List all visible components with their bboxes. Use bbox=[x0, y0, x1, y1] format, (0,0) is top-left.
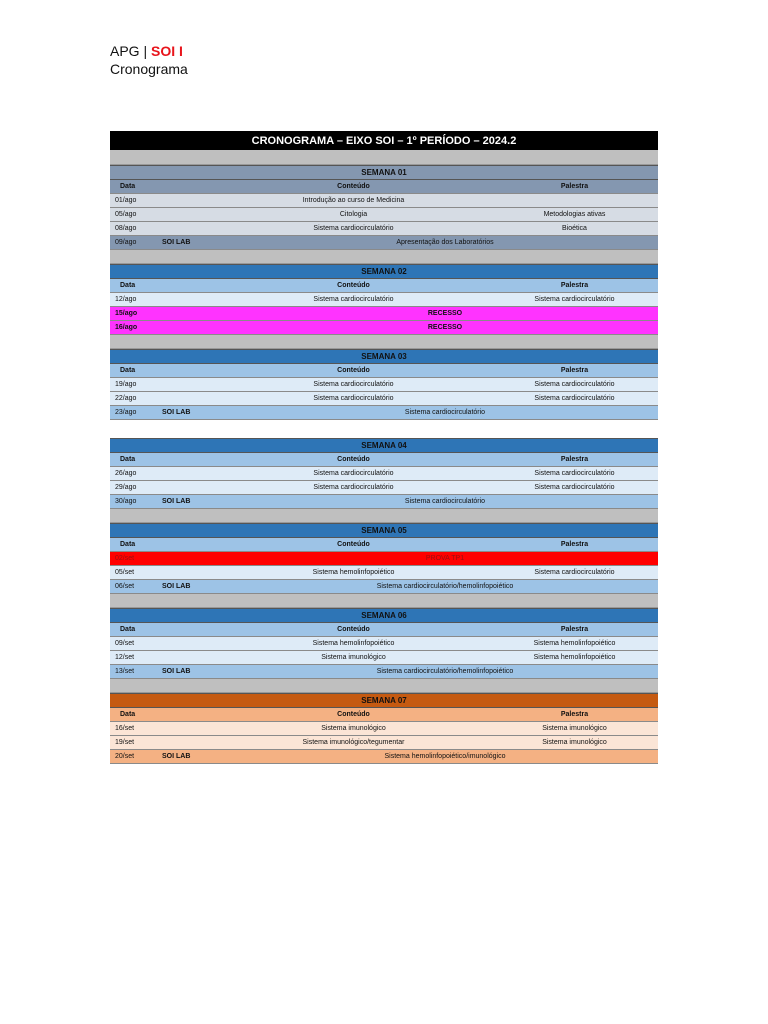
table-row bbox=[110, 208, 658, 222]
row-conteudo: Sistema cardiocirculatório bbox=[313, 225, 394, 232]
col-palestra: Palestra bbox=[560, 367, 589, 374]
table-row bbox=[110, 637, 658, 651]
row-full: Apresentação dos Laboratórios bbox=[396, 239, 494, 246]
week-label: SEMANA 06 bbox=[110, 608, 658, 623]
row-date: 22/ago bbox=[115, 395, 137, 402]
row-conteudo: Sistema cardiocirculatório bbox=[313, 381, 394, 388]
spacer bbox=[110, 150, 658, 165]
row-palestra: Metodologias ativas bbox=[543, 211, 606, 218]
column-headers bbox=[110, 623, 658, 637]
row-conteudo: Sistema cardiocirculatório bbox=[313, 395, 394, 402]
row-date: 09/set bbox=[115, 640, 135, 647]
col-data: Data bbox=[120, 456, 136, 463]
col-data: Data bbox=[120, 626, 136, 633]
table-row bbox=[110, 194, 658, 208]
row-date: 06/set bbox=[115, 583, 135, 590]
week-label: SEMANA 05 bbox=[110, 523, 658, 538]
row-conteudo: Sistema hemolinfopoiético bbox=[312, 640, 395, 647]
spacer bbox=[110, 335, 658, 349]
row-date: 05/set bbox=[115, 569, 135, 576]
spacer bbox=[110, 420, 658, 438]
table-row bbox=[110, 467, 658, 481]
row-lab: SOI LAB bbox=[162, 409, 191, 416]
col-conteudo: Conteúdo bbox=[337, 541, 370, 548]
table-row bbox=[110, 307, 658, 321]
row-full: Sistema hemolinfopoiético/imunológico bbox=[384, 753, 506, 760]
col-palestra: Palestra bbox=[560, 282, 589, 289]
col-conteudo: Conteúdo bbox=[337, 367, 370, 374]
row-lab: SOI LAB bbox=[162, 668, 191, 675]
header-subtitle: Cronograma bbox=[110, 61, 188, 77]
row-full: Sistema cardiocirculatório bbox=[404, 498, 486, 505]
row-full: Sistema cardiocirculatório/hemolinfopoiético bbox=[376, 583, 514, 590]
table-row bbox=[110, 321, 658, 335]
table-row bbox=[110, 406, 658, 420]
row-date: 23/ago bbox=[115, 409, 137, 416]
spacer bbox=[110, 679, 658, 693]
table-row bbox=[110, 392, 658, 406]
table-row bbox=[110, 378, 658, 392]
header-prefix: APG | bbox=[110, 43, 151, 59]
table-row bbox=[110, 651, 658, 665]
row-lab: SOI LAB bbox=[162, 498, 191, 505]
table-row bbox=[110, 293, 658, 307]
col-conteudo: Conteúdo bbox=[337, 183, 370, 190]
row-full: Sistema cardiocirculatório/hemolinfopoiético bbox=[376, 668, 514, 675]
week-01 bbox=[110, 165, 658, 250]
week-label: SEMANA 01 bbox=[110, 165, 658, 180]
table-row bbox=[110, 665, 658, 679]
row-conteudo: Sistema imunológico/tegumentar bbox=[302, 739, 405, 746]
table-row bbox=[110, 722, 658, 736]
table-row bbox=[110, 222, 658, 236]
row-date: 16/ago bbox=[115, 324, 138, 331]
col-data: Data bbox=[120, 282, 136, 289]
col-conteudo: Conteúdo bbox=[337, 282, 370, 289]
page-header bbox=[110, 42, 188, 78]
row-full: RECESSO bbox=[427, 324, 463, 331]
table-row bbox=[110, 495, 658, 509]
row-full: RECESSO bbox=[427, 310, 463, 317]
row-date: 02/set bbox=[115, 555, 135, 562]
row-palestra: Sistema imunológico bbox=[542, 739, 607, 746]
spacer bbox=[110, 509, 658, 523]
row-conteudo: Sistema cardiocirculatório bbox=[313, 470, 394, 477]
row-conteudo: Sistema hemolinfopoiético bbox=[312, 569, 395, 576]
row-date: 12/set bbox=[115, 654, 135, 661]
row-date: 19/set bbox=[115, 739, 135, 746]
week-07 bbox=[110, 693, 658, 764]
week-06 bbox=[110, 608, 658, 679]
column-headers bbox=[110, 279, 658, 293]
row-lab: SOI LAB bbox=[162, 583, 191, 590]
row-date: 19/ago bbox=[115, 381, 137, 388]
col-palestra: Palestra bbox=[560, 456, 589, 463]
table-row bbox=[110, 750, 658, 764]
row-palestra: Sistema cardiocirculatório bbox=[534, 470, 615, 477]
col-conteudo: Conteúdo bbox=[337, 626, 370, 633]
row-palestra: Bioética bbox=[562, 225, 587, 232]
row-date: 05/ago bbox=[115, 211, 137, 218]
row-full: PROVA TP1 bbox=[425, 555, 465, 562]
col-palestra: Palestra bbox=[560, 541, 589, 548]
row-conteudo: Sistema cardiocirculatório bbox=[313, 296, 394, 303]
col-data: Data bbox=[120, 183, 136, 190]
row-date: 30/ago bbox=[115, 498, 137, 505]
row-date: 16/set bbox=[115, 725, 135, 732]
row-lab: SOI LAB bbox=[162, 239, 191, 246]
week-02 bbox=[110, 264, 658, 335]
column-headers bbox=[110, 538, 658, 552]
row-palestra: Sistema hemolinfopoiético bbox=[533, 640, 616, 647]
row-palestra: Sistema imunológico bbox=[542, 725, 607, 732]
col-data: Data bbox=[120, 367, 136, 374]
row-date: 13/set bbox=[115, 668, 135, 675]
table-row bbox=[110, 566, 658, 580]
header-line bbox=[110, 42, 188, 60]
table-title: CRONOGRAMA – EIXO SOI – 1º PERÍODO – 2024.2 bbox=[110, 131, 658, 150]
table-row bbox=[110, 580, 658, 594]
row-date: 12/ago bbox=[115, 296, 137, 303]
row-palestra: Sistema cardiocirculatório bbox=[534, 569, 615, 576]
col-conteudo: Conteúdo bbox=[337, 456, 370, 463]
row-conteudo: Sistema imunológico bbox=[321, 725, 386, 732]
week-label: SEMANA 07 bbox=[110, 693, 658, 708]
column-headers bbox=[110, 708, 658, 722]
row-palestra: Sistema cardiocirculatório bbox=[534, 296, 615, 303]
col-palestra: Palestra bbox=[560, 626, 589, 633]
row-palestra: Sistema cardiocirculatório bbox=[534, 484, 615, 491]
col-conteudo: Conteúdo bbox=[337, 711, 370, 718]
schedule-table bbox=[110, 131, 658, 764]
row-date: 09/ago bbox=[115, 239, 137, 246]
row-date: 01/ago bbox=[115, 197, 137, 204]
row-date: 29/ago bbox=[115, 484, 137, 491]
col-data: Data bbox=[120, 711, 136, 718]
header-accent: SOI I bbox=[150, 43, 183, 59]
table-row bbox=[110, 736, 658, 750]
row-full: Sistema cardiocirculatório bbox=[404, 409, 486, 416]
row-conteudo: Sistema cardiocirculatório bbox=[313, 484, 394, 491]
col-palestra: Palestra bbox=[560, 183, 589, 190]
row-date: 26/ago bbox=[115, 470, 137, 477]
week-label: SEMANA 03 bbox=[110, 349, 658, 364]
column-headers bbox=[110, 453, 658, 467]
row-conteudo: Citologia bbox=[339, 211, 368, 218]
row-palestra: Sistema cardiocirculatório bbox=[534, 381, 615, 388]
week-03 bbox=[110, 349, 658, 420]
row-date: 15/ago bbox=[115, 310, 138, 317]
column-headers bbox=[110, 364, 658, 378]
week-04 bbox=[110, 438, 658, 509]
row-palestra: Sistema cardiocirculatório bbox=[534, 395, 615, 402]
week-label: SEMANA 02 bbox=[110, 264, 658, 279]
table-row bbox=[110, 552, 658, 566]
row-lab: SOI LAB bbox=[162, 753, 191, 760]
week-05 bbox=[110, 523, 658, 594]
row-conteudo: Introdução ao curso de Medicina bbox=[302, 197, 405, 204]
col-data: Data bbox=[120, 541, 136, 548]
row-date: 20/set bbox=[115, 753, 135, 760]
spacer bbox=[110, 250, 658, 264]
spacer bbox=[110, 594, 658, 608]
week-label: SEMANA 04 bbox=[110, 438, 658, 453]
row-palestra: Sistema hemolinfopoiético bbox=[533, 654, 616, 661]
row-conteudo: Sistema imunológico bbox=[321, 654, 386, 661]
row-date: 08/ago bbox=[115, 225, 137, 232]
column-headers bbox=[110, 180, 658, 194]
col-palestra: Palestra bbox=[560, 711, 589, 718]
table-row bbox=[110, 481, 658, 495]
table-row bbox=[110, 236, 658, 250]
